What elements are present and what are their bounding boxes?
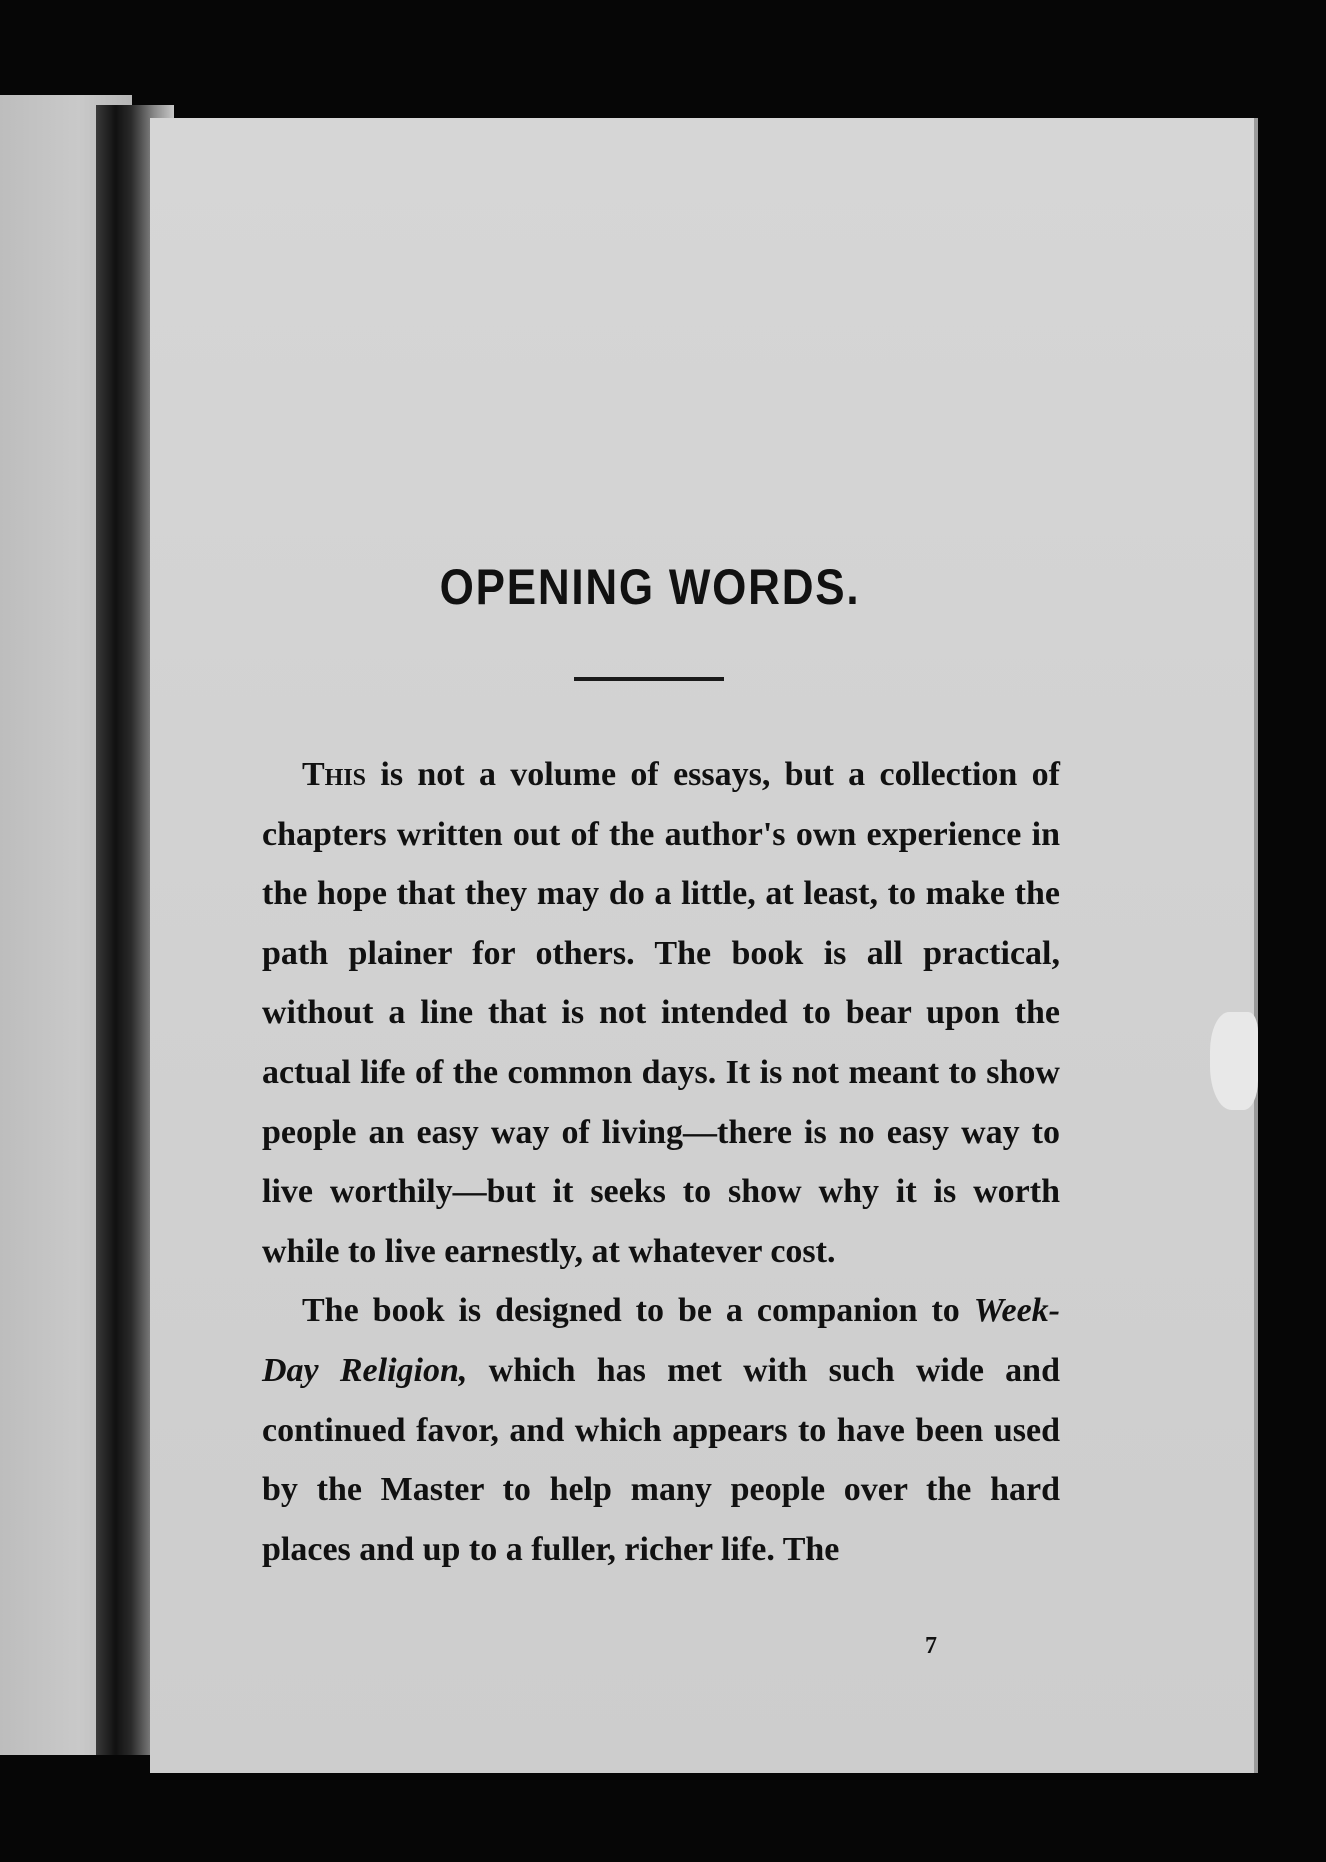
page-title: OPENING WORDS. [439,559,861,615]
page-number: 7 [925,1633,937,1659]
paragraph-2-after: which has met with such wide and continued favor, and which appears to have been used by the Master to help many people over the hard places and up to a fuller, richer life. The [262,1351,1060,1568]
paragraph-1 [262,745,1060,1281]
paragraph-2 [262,1281,1060,1579]
paragraph-lead-word: This [302,756,367,793]
paragraph-1-text: is not a volume of essays, but a collection of chapters written out of the author's own experience in the hope that they may do a little, at least, to make the path plainer for others. The book is all practical, without a line that is not intended to bear upon the actual life of the common days. It is not meant to show people an easy way of living—there is no easy way to live worthily—but it seeks to show why it is worth while to live earnestly, at whatever cost. [262,756,1060,1270]
paragraph-2-before: The book is designed to be a companion to [302,1292,974,1330]
body-text [262,745,1060,1579]
book-title-reference: Week-Day Religion, [262,1292,1060,1389]
page-edge [1254,118,1258,1773]
paper-tear [1210,1012,1258,1110]
title-rule [574,677,724,681]
